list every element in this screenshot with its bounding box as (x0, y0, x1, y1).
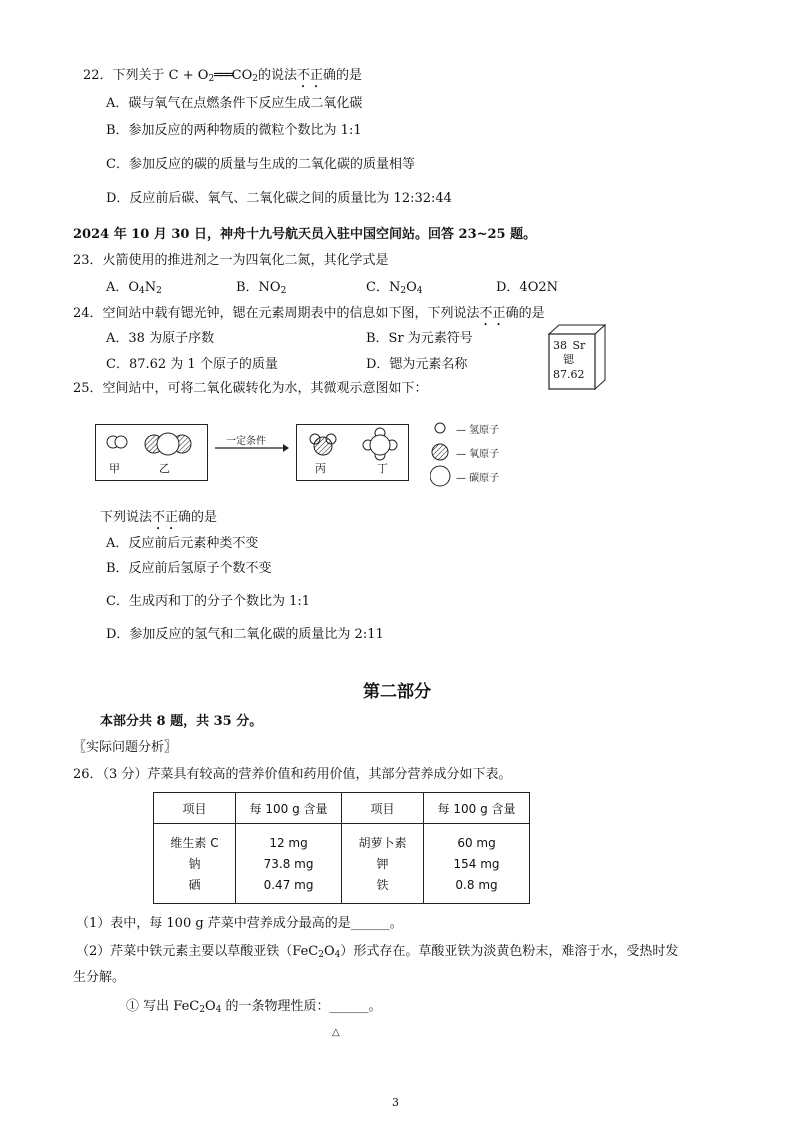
strontium-element-card (545, 324, 603, 386)
q26-sub2-item1: ① 写出 $FeC_2O_4$ 的一条物理性质：______。 (126, 999, 382, 1015)
q25-option-d: D．参加反应的氢气和二氧化碳的质量比为 2:11 (106, 627, 384, 642)
table-row (154, 853, 530, 874)
q25-option-a: A．反应前后元素种类不变 (106, 536, 259, 551)
h2-molecule-atom-2 (115, 436, 127, 448)
part-two-title: 第二部分 (363, 682, 431, 702)
q24-option-b: B．Sr 为元素符号 (366, 331, 473, 346)
intro-text: 2024 年 10 月 30 日，神舟十九号航天员入驻中国空间站。回答 23~25 题。 (73, 227, 537, 242)
header-amount-1: 每 100 g 含量 (236, 793, 342, 824)
atom-legend (430, 418, 540, 490)
header-item-1: 项目 (154, 793, 236, 824)
products-box (296, 424, 409, 481)
q26-stem: 26．（3 分）芹菜具有较高的营养价值和药用价值，其部分营养成分如下表。 (73, 767, 512, 782)
q23-option-d: D．4O2N (496, 280, 558, 295)
header-amount-2: 每 100 g 含量 (424, 793, 530, 824)
header-item-2: 项目 (342, 793, 424, 824)
legend-hydrogen: — 氢原子 (456, 425, 500, 436)
table-cell: 0.8 mg (424, 874, 530, 904)
card-element-name: 锶 (563, 353, 574, 366)
nutrition-table (153, 792, 530, 904)
label-jia: 甲 (109, 462, 120, 475)
q26-sub1: （1）表中，每 100 g 芹菜中营养成分最高的是______。 (76, 916, 403, 931)
q24-option-d: D．锶为元素名称 (366, 357, 468, 372)
q23-option-c: C．$N_2O_4$ (366, 280, 423, 296)
carbon-atom-icon (430, 466, 450, 486)
legend-oxygen: — 氧原子 (456, 449, 500, 460)
q25-sub-stem: 下列说法不正确的是 (100, 510, 218, 525)
table-row (154, 874, 530, 904)
q26-sub2-line1: （2）芹菜中铁元素主要以草酸亚铁$(FeC_2O_4)$形式存在。草酸亚铁为淡黄色粉末，难溶于水，受热时发 (76, 944, 679, 960)
part-two-category: 〖实际问题分析〗 (73, 740, 178, 755)
table-cell: 73.8 mg (236, 853, 342, 874)
table-cell: 60 mg (424, 824, 530, 854)
table-cell: 钠 (154, 853, 236, 874)
q24-option-c: C．87.62 为 1 个原子的质量 (106, 357, 278, 372)
q23-option-b: B．$NO_2$ (236, 280, 287, 296)
table-cell: 钾 (342, 853, 424, 874)
q22-option-d: D．反应前后碳、氧气、二氧化碳之间的质量比为 12:32:44 (106, 191, 452, 206)
table-cell: 0.47 mg (236, 874, 342, 904)
q22-option-c: C．参加反应的碳的质量与生成的二氧化碳的质量相等 (106, 157, 415, 172)
legend-carbon: — 碳原子 (456, 473, 500, 484)
card-atomic-number: 38 (553, 339, 567, 352)
table-header-row (154, 793, 530, 824)
table-cell: 硒 (154, 874, 236, 904)
oxygen-atom-icon (432, 444, 448, 460)
reactants-box (95, 424, 208, 481)
heating-triangle-icon: △ (332, 1027, 340, 1038)
label-ding: 丁 (377, 462, 388, 475)
q22-option-b: B．参加反应的两种物质的微粒个数比为 1:1 (106, 123, 362, 138)
label-bing: 丙 (315, 462, 326, 475)
table-row (154, 824, 530, 854)
table-cell: 12 mg (236, 824, 342, 854)
q25-stem: 25．空间站中，可将二氧化碳转化为水，其微观示意图如下： (73, 381, 428, 396)
table-cell: 154 mg (424, 853, 530, 874)
q23-option-a: A．$O_4N_2$ (106, 280, 162, 296)
card-atomic-mass: 87.62 (553, 368, 585, 381)
q25-option-c: C．生成丙和丁的分子个数比为 1:1 (106, 594, 311, 609)
card-symbol: Sr (572, 339, 586, 352)
reaction-condition: 一定条件 (226, 436, 266, 447)
q22-stem: 22．下列关于 $C + O_2═══CO_2$的说法不正确的是 (83, 68, 363, 84)
q26-sub2-line2: 生分解。 (73, 970, 126, 985)
table-cell: 胡萝卜素 (342, 824, 424, 854)
table-cell: 维生素 C (154, 824, 236, 854)
label-yi: 乙 (159, 462, 170, 475)
page-number: 3 (392, 1096, 399, 1109)
q23-stem: 23．火箭使用的推进剂之一为四氧化二氮，其化学式是 (73, 253, 389, 268)
part-two-summary: 本部分共 8 题，共 35 分。 (100, 714, 263, 729)
q24-stem: 24．空间站中载有锶光钟，锶在元素周期表中的信息如下图，下列说法不正确的是 (73, 306, 545, 321)
reaction-arrow (213, 432, 289, 456)
q25-option-b: B．反应前后氢原子个数不变 (106, 561, 272, 576)
table-cell: 铁 (342, 874, 424, 904)
q22-option-a: A．碳与氧气在点燃条件下反应生成二氧化碳 (106, 96, 363, 111)
q24-option-a: A．38 为原子序数 (106, 331, 215, 346)
hydrogen-atom-icon (435, 423, 445, 433)
